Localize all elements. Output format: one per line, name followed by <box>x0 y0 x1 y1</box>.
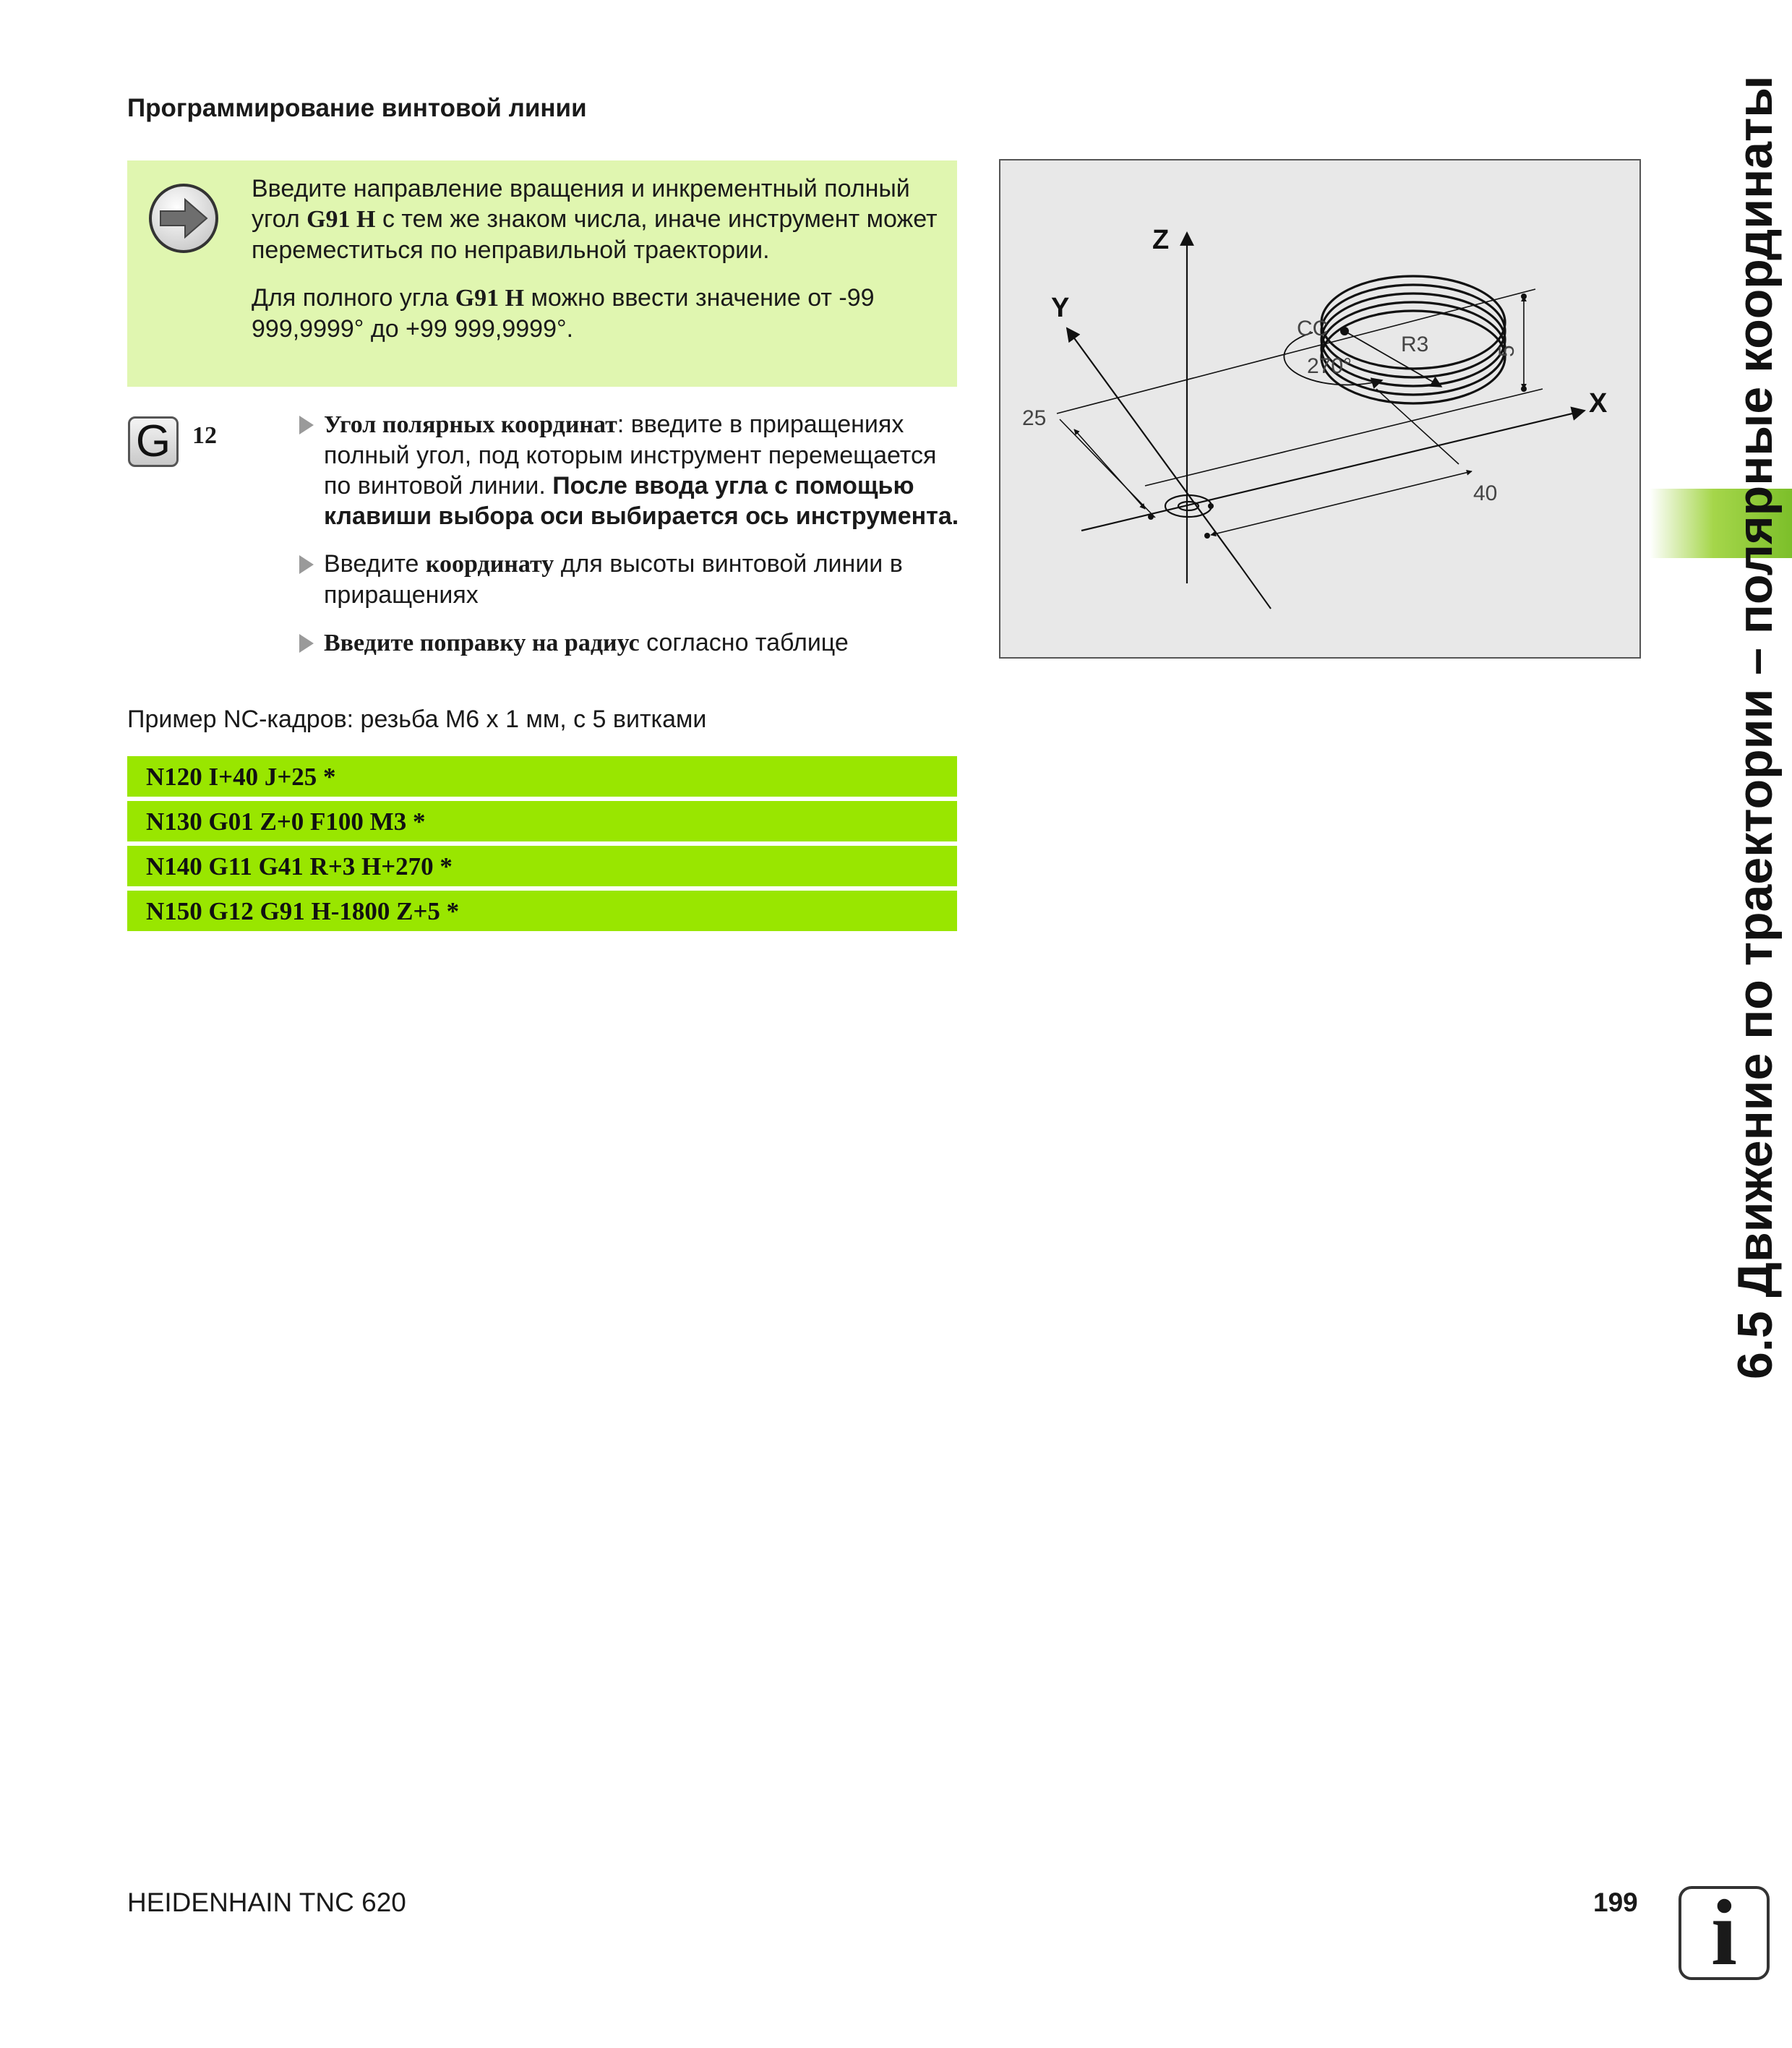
page-number: 199 <box>1593 1888 1638 1917</box>
g-key-number: 12 <box>192 422 217 449</box>
note-box <box>127 160 957 387</box>
arrow-right-icon <box>147 182 220 254</box>
y-axis-label: Y <box>1051 293 1070 323</box>
note-paragraph-2: Для полного угла G91 H можно ввести значение от -99 999,9999° до +99 999,9999°. <box>252 284 875 343</box>
info-icon: i <box>1679 1886 1770 1980</box>
radius-label: R3 <box>1401 333 1429 356</box>
nc-code-list <box>127 756 957 935</box>
step-polar-angle: Угол полярных координат: введите в приращениях полный угол, под которым инструмент перемещается по винтовой линии. После ввода угла с помощью клавиши выбора оси выбирается ось инструмента. <box>298 409 963 531</box>
chapter-title: 6.5 Движение по траектории – полярные координаты <box>1728 75 1783 1379</box>
example-label: Пример NC-кадров: резьба M6 x 1 мм, с 5 витками <box>127 706 707 733</box>
helix-diagram-svg <box>1000 160 1639 657</box>
footer-product: HEIDENHAIN TNC 620 <box>127 1888 406 1917</box>
note-text <box>252 173 946 361</box>
helix-diagram <box>999 159 1641 659</box>
x-axis-label: X <box>1589 388 1608 419</box>
circle-center-point <box>1340 327 1349 335</box>
height-dimension-label: 5 <box>1495 345 1519 357</box>
triangle-bullet-icon <box>299 634 314 653</box>
section-title: Программирование винтовой линии <box>127 94 587 122</box>
x-dimension-label: 40 <box>1473 481 1498 505</box>
triangle-bullet-icon <box>299 555 314 574</box>
nc-code-line: N120 I+40 J+25 * <box>127 756 957 797</box>
nc-code-line: N140 G11 G41 R+3 H+270 * <box>127 846 957 886</box>
angle-label: 270° <box>1307 354 1352 378</box>
step-coordinate: Введите координату для высоты винтовой линии в приращениях <box>298 549 963 610</box>
triangle-bullet-icon <box>299 416 314 434</box>
g-key-icon: G <box>128 416 179 467</box>
nc-code-line: N130 G01 Z+0 F100 M3 * <box>127 801 957 841</box>
x-axis-line <box>1081 411 1585 531</box>
cc-label: CC <box>1297 317 1329 340</box>
step-radius-compensation: Введите поправку на радиус согласно таблице <box>298 627 963 659</box>
origin-marker <box>1165 495 1212 517</box>
y-dimension-label: 25 <box>1022 406 1047 430</box>
step-list <box>298 409 963 676</box>
nc-code-line: N150 G12 G91 H-1800 Z+5 * <box>127 891 957 931</box>
z-axis-label: Z <box>1152 225 1170 255</box>
y-axis-line <box>1067 328 1240 565</box>
note-paragraph-1: Введите направление вращения и инкрементный полный угол G91 H с тем же знаком числа, иначе инструмент может переместиться по неправильной траектории. <box>252 175 938 264</box>
